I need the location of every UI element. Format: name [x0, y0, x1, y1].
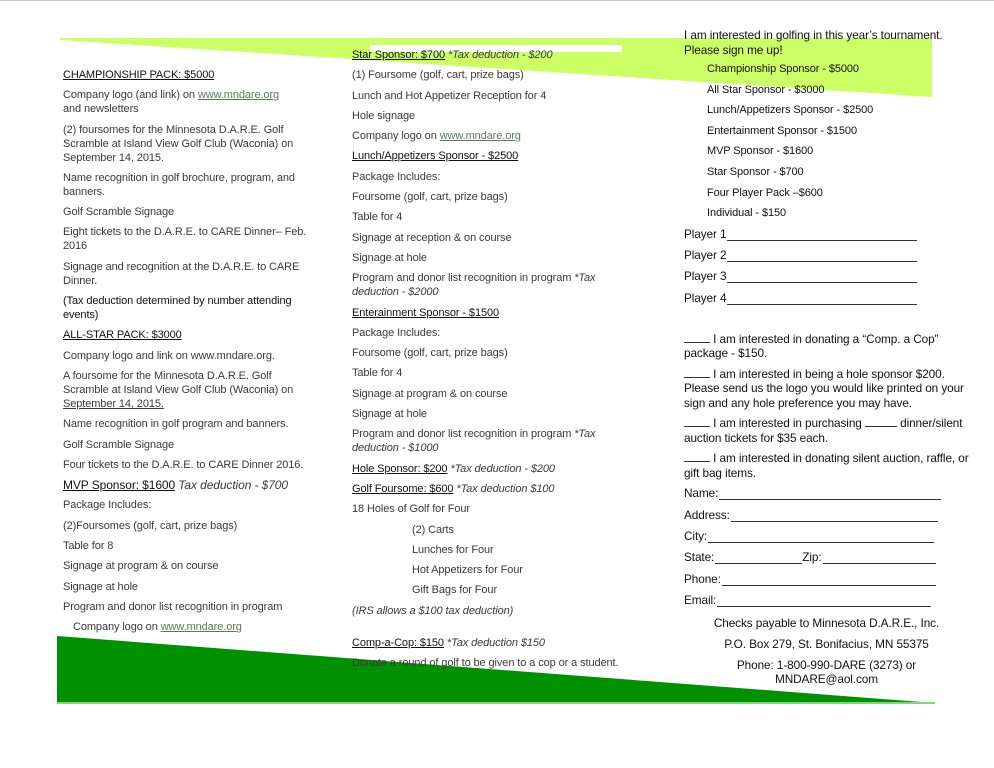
mvp-item: Signage at hole	[63, 580, 138, 593]
mvp-item: (2)Foursomes (golf, cart, prize bags)	[63, 519, 238, 532]
star-item: (1) Foursome (golf, cart, prize bags)	[352, 69, 524, 82]
allstar-heading: ALL-STAR PACK: $3000	[63, 329, 182, 342]
hole-tax: *Tax deduction - $200	[447, 462, 555, 475]
address-field[interactable]: Address:	[684, 508, 969, 522]
star-item: Hole signage	[352, 109, 416, 122]
championship-foursomes: (2) foursomes for the Minnesota D.A.R.E. Golf Scramble at Island View Golf Club (Waconia) on September 14, 2015.	[63, 123, 294, 164]
championship-tax-note: (Tax deduction determined by number attending events)	[63, 295, 292, 322]
column-signup-form	[684, 28, 969, 693]
entertainment-item: Table for 4	[352, 367, 403, 380]
mvp-tax: Tax deduction - $700	[175, 478, 288, 493]
comp-cop-interest: I am interested in donating a “Comp. a Cop” package - $150.	[684, 331, 939, 361]
mvp-logo: Company logo on www.mndare.org	[73, 621, 242, 634]
donate-interest: I am interested in donating silent auction, raffle, or gift bag items.	[684, 451, 969, 480]
entertainment-item: Signage at hole	[352, 408, 427, 421]
zip-line[interactable]	[823, 552, 936, 564]
championship-dinner-signage: Signage and recognition at the D.A.R.E. to CARE Dinner.	[63, 260, 300, 287]
column-star-lunch-entertainment	[352, 48, 627, 677]
lunch-item: Signage at hole	[352, 251, 427, 264]
city-line[interactable]	[708, 531, 934, 543]
state-line[interactable]	[715, 552, 802, 564]
hole-sponsor-blank[interactable]	[684, 367, 710, 378]
email-field[interactable]: Email:	[684, 593, 969, 607]
foursome-item: (2) Carts	[412, 523, 454, 536]
phone-line[interactable]	[722, 574, 936, 586]
signup-option[interactable]: Lunch/Appetizers Sponsor - $2500	[707, 104, 874, 117]
player-3-line[interactable]	[727, 271, 917, 283]
signup-intro: I am interested in golfing in this year’s tournament. Please sign me up!	[684, 28, 943, 57]
signup-option[interactable]: Championship Sponsor - $5000	[707, 63, 859, 75]
championship-signage: Golf Scramble Signage	[63, 206, 175, 219]
phone-field[interactable]: Phone:	[684, 572, 969, 586]
allstar-signage: Golf Scramble Signage	[63, 438, 175, 451]
compcop-tax: *Tax deduction $150	[443, 637, 545, 650]
entertainment-item: Foursome (golf, cart, prize bags)	[352, 347, 508, 360]
mndare-link[interactable]: www.mndare.org	[197, 89, 280, 102]
lunch-item: Package Includes:	[352, 170, 441, 183]
hole-heading: Hole Sponsor: $200	[352, 462, 448, 475]
entertainment-item: Signage at program & on course	[352, 387, 508, 400]
column-championship-allstar-mvp	[63, 68, 313, 641]
city-field[interactable]: City:	[684, 529, 969, 543]
player-2-line[interactable]	[727, 250, 917, 262]
player-4-line[interactable]	[727, 293, 917, 305]
state-zip-field[interactable]: State: Zip:	[684, 550, 969, 564]
lunch-program: Program and donor list recognition in program *Tax deduction - $2000	[352, 272, 596, 299]
foursome-heading: Golf Foursome: $600	[352, 482, 454, 495]
allstar-name-recognition: Name recognition in golf program and banners.	[63, 418, 289, 431]
entertainment-program: Program and donor list recognition in program *Tax deduction - $1000	[352, 428, 596, 455]
hole-sponsor-interest: I am interested in being a hole sponsor $200. Please send us the logo you would like printed on your sign and any hole preference you may have.	[684, 366, 964, 410]
foursome-irs-note: (IRS allows a $100 tax deduction)	[352, 604, 514, 617]
mvp-item: Program and donor list recognition in program	[63, 600, 283, 613]
signup-option[interactable]: All Star Sponsor - $3000	[707, 83, 825, 96]
mndare-link[interactable]: www.mndare.org	[439, 130, 521, 143]
name-field[interactable]: Name:	[684, 486, 969, 500]
mvp-item: Table for 8	[63, 540, 114, 553]
foursome-intro: 18 Holes of Golf for Four	[352, 503, 470, 516]
mailing-address: P.O. Box 279, St. Bonifacius, MN 55375	[724, 636, 929, 651]
entertainment-item: Package Includes:	[352, 326, 441, 339]
green-band-edge	[57, 702, 935, 704]
star-logo: Company logo on www.mndare.org	[352, 130, 521, 143]
player-1-line[interactable]	[727, 229, 917, 241]
tickets-blank[interactable]	[684, 416, 710, 427]
tickets-interest: I am interested in purchasing dinner/silent auction tickets for $35 each.	[684, 416, 963, 445]
lunch-item: Foursome (golf, cart, prize bags)	[352, 191, 508, 204]
signup-option[interactable]: Entertainment Sponsor - $1500	[707, 124, 857, 137]
mndare-link[interactable]: www.mndare.org	[160, 621, 242, 634]
signup-option[interactable]: Star Sponsor - $700	[707, 165, 804, 178]
championship-heading: CHAMPIONSHIP PACK: $5000	[63, 69, 215, 81]
comp-cop-blank[interactable]	[684, 332, 710, 343]
contact-phone-email: Phone: 1-800-990-DARE (3273) or MNDARE@aol.com	[736, 657, 917, 686]
championship-logo: Company logo (and link) on www.mndare.org and newsletters	[63, 89, 280, 116]
player-1-field[interactable]: Player 1	[684, 227, 969, 241]
player-3-field[interactable]: Player 3	[684, 269, 969, 283]
player-4-field[interactable]: Player 4	[684, 291, 969, 305]
player-2-field[interactable]: Player 2	[684, 248, 969, 262]
entertainment-heading: Enterainment Sponsor - $1500	[352, 306, 500, 319]
compcop-desc: Donate a round of golf to be given to a cop or a student.	[352, 657, 619, 670]
email-line[interactable]	[717, 595, 931, 607]
lunch-heading: Lunch/Appetizers Sponsor - $2500	[352, 150, 519, 163]
name-line[interactable]	[719, 488, 941, 500]
mvp-heading: MVP Sponsor: $1600	[63, 478, 176, 493]
star-heading: Star Sponsor: $700	[352, 49, 445, 61]
signup-option[interactable]: MVP Sponsor - $1600	[707, 145, 814, 158]
foursome-item: Gift Bags for Four	[412, 584, 498, 597]
compcop-heading: Comp-a-Cop: $150	[352, 637, 444, 650]
mvp-item: Package Includes:	[63, 499, 152, 512]
star-item: Lunch and Hot Appetizer Reception for 4	[352, 89, 547, 102]
signup-option[interactable]: Four Player Pack –$600	[707, 186, 823, 199]
spacer	[352, 624, 627, 636]
championship-name-recognition: Name recognition in golf brochure, program, and banners.	[63, 171, 295, 198]
star-tax: *Tax deduction - $200	[444, 49, 553, 61]
lunch-item: Signage at reception & on course	[352, 231, 512, 244]
donate-blank[interactable]	[684, 451, 710, 462]
allstar-logo: Company logo and link on www.mndare.org.	[63, 349, 275, 362]
foursome-item: Lunches for Four	[412, 543, 494, 556]
address-line[interactable]	[731, 510, 938, 522]
allstar-foursome: A foursome for the Minnesota D.A.R.E. Golf Scramble at Island View Golf Club (Waconia) on September 14, 2015.	[63, 369, 294, 410]
spacer	[684, 312, 969, 332]
foursome-tax: *Tax deduction $100	[453, 482, 555, 495]
mvp-item: Signage at program & on course	[63, 560, 219, 573]
signup-option[interactable]: Individual - $150	[707, 207, 787, 220]
tickets-quantity-blank[interactable]	[865, 416, 897, 427]
checks-payable: Checks payable to Minnesota D.A.R.E., Inc.	[713, 615, 940, 630]
foursome-item: Hot Appetizers for Four	[412, 564, 523, 577]
lunch-item: Table for 4	[352, 211, 403, 224]
championship-tickets: Eight tickets to the D.A.R.E. to CARE Dinner– Feb. 2016	[63, 226, 307, 253]
allstar-tickets: Four tickets to the D.A.R.E. to CARE Dinner 2016.	[63, 458, 304, 471]
